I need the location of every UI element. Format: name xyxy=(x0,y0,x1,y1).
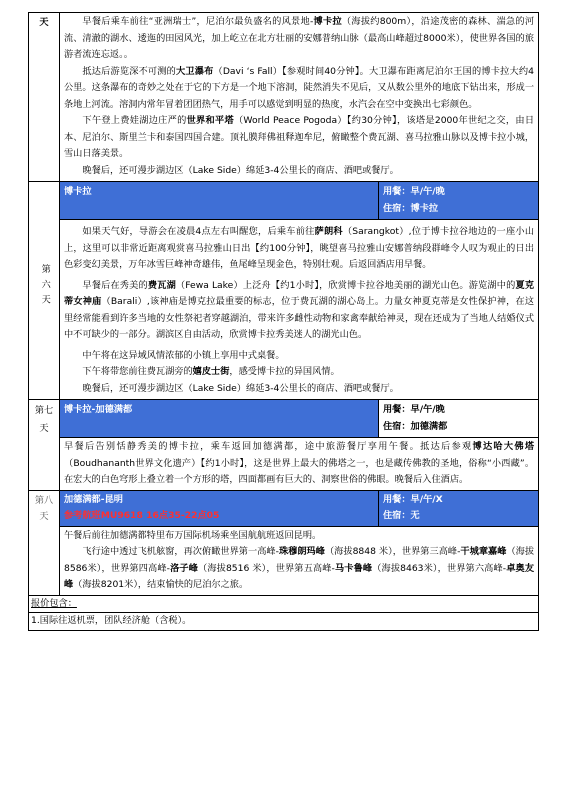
day5-paragraph-2: 抵达后游览深不可测的大卫瀑布（Davi ‘s Fall）【参观时间40分钟】。大卫瀑布距离尼泊尔王国的博卡拉大约4公里。这条瀑布的奇妙之处在于它的下方是一个地下溶洞，陡然消失不见后，又从数公里外的地底下钻出来，形成一条地上河流。溶洞内常年冒着团团热气，用手可以感觉到明显的热度，水汽会在空中变换出七彩颜色。 xyxy=(64,65,535,110)
day8-route: 加德满都-昆明 xyxy=(64,493,123,505)
day7-header-row xyxy=(29,400,539,438)
day5-label: 天 xyxy=(39,17,49,28)
day7-stay: 住宿：加德满都 xyxy=(383,420,448,432)
day8-route-cell xyxy=(60,490,379,526)
day8-header-row xyxy=(29,490,539,526)
day6-paragraph-2: 早餐后在秀美的费瓦湖（Fewa Lake）上泛舟【约1小时】，欣赏博卡拉谷地美丽的湖光山色。游览湖中的夏克蒂女神庙（Barali）,该神庙是博克拉最重要的标志，位于费瓦湖的湖心岛上。力量女神夏克蒂是女性保护神，在这里经常能看到许多当地的女性祭祀者穿越湖泊，带来许多雌性动物和家禽奉献给神灵，现在还成为了当地人结婚仪式中不可缺少的一部分。湖滨区自由活动，欣赏博卡拉秀美迷人的湖光山色。 xyxy=(64,279,535,340)
day6-label-cell xyxy=(29,182,60,400)
price-item-1: 1.国际往返机票，团队经济舱（含税）。 xyxy=(29,613,539,631)
day7-body-row xyxy=(29,438,539,491)
day6-stay: 住宿：博卡拉 xyxy=(383,202,439,214)
day8-flight: 参考航班MU9618 16点35-22点05 xyxy=(64,510,220,521)
day5-paragraph-3: 下午登上费娃湖边庄严的世界和平塔（World Peace Pogoda）【约30分钟】，该塔是2000年世纪之交，由日本、尼泊尔、斯里兰卡和泰国四国合建。顶礼膜拜佛祖释迦牟尼，俯瞰整个费瓦湖、喜马拉雅山脉以及博卡拉小城，雪山日落美景。 xyxy=(64,115,535,159)
day7-route: 博卡拉-加德满都 xyxy=(60,400,379,438)
itinerary-table xyxy=(28,12,539,631)
day6-paragraph-1: 如果天气好，导游会在凌晨4点左右叫醒您，后乘车前往萨朗科（Sarangkot）,位于博卡拉谷地边的一座小山上，这里可以非常近距离观赏喜马拉雅山日出【约100分钟】，眺望喜马拉雅山安娜普纳段群峰令人叹为观止的日出色彩变幻美景，万年冰雪巨峰神奇雄伟，鱼尾峰呈现金色，特别壮观。后返回酒店用早餐。 xyxy=(64,226,535,270)
day5-paragraph-4: 晚餐后，还可漫步湖边区（Lake Side）绵延3-4公里长的商店、酒吧或餐厅。 xyxy=(82,164,399,176)
price-title-row xyxy=(29,595,539,613)
day6-meals: 用餐：早/午/晚 xyxy=(383,186,445,197)
day6-paragraph-5: 晚餐后，还可漫步湖边区（Lake Side）绵延3-4公里长的商店、酒吧或餐厅。 xyxy=(82,382,399,394)
day6-paragraph-3: 中午将在这异域风情浓郁的小镇上享用中式桌餐。 xyxy=(82,349,285,361)
day6-route: 博卡拉 xyxy=(60,182,379,220)
day7-meals-stay xyxy=(379,400,539,438)
day5-label-cell xyxy=(29,13,60,182)
day7-label: 第七天 xyxy=(34,405,54,434)
day8-body-row xyxy=(29,526,539,595)
day8-paragraph-1: 午餐后前往加德满都特里布万国际机场乘坐国航航班返回昆明。 xyxy=(64,529,322,541)
day7-paragraph-1: 早餐后告别恬静秀美的博卡拉，乘车返回加德满都，途中旅游餐厅享用午餐。抵达后参观博达哈大佛塔（Boudhananth世界文化遗产）【约1小时】，这是世界上最大的佛塔之一，也是藏传佛教的圣地，俗称“小西藏”。在宏大的白色穹形上叠立着一个方形的塔，四面都画有巨大的、洞察世俗的佛眼。晚餐后入住酒店。 xyxy=(64,441,535,485)
day7-label-cell xyxy=(29,400,60,491)
day6-meals-stay xyxy=(379,182,539,220)
price-item-row xyxy=(29,613,539,631)
day6-content xyxy=(60,220,539,400)
day6-header-row xyxy=(29,182,539,220)
day8-meals: 用餐：早/午/X xyxy=(383,493,443,505)
day6-paragraph-4: 下午将带您前往费瓦湖旁的嬉皮士街，感受博卡拉的异国风情。 xyxy=(82,366,340,377)
day8-paragraph-2: 飞行途中透过飞机舷窗，再次俯瞰世界第一高峰-珠穆朗玛峰（海拔8848 米），世界第三高峰-干城章嘉峰（海拔8586米），世界第四高峰-洛子峰（海拔8516 米），世界第五高峰-马卡鲁峰（海拔8463米），世界第六高峰-卓奥友峰（海拔8201米），结束愉快的尼泊尔之旅。 xyxy=(64,546,535,590)
day6-body-row xyxy=(29,220,539,400)
day8-label-cell xyxy=(29,490,60,595)
day5-paragraph-1: 早餐后乘车前往“亚洲瑞士”，尼泊尔最负盛名的风景地-博卡拉（海拔约800m），沿途茂密的森林、湍急的河流、清澈的湖水、逶迤的田园风光，加上屹立在北方壮丽的安娜普纳山脉（最高山峰超过8000米），使世界各国的旅游者流连忘返。。 xyxy=(64,16,535,60)
day5-row xyxy=(29,13,539,182)
day7-content xyxy=(60,438,539,491)
day5-content xyxy=(60,13,539,182)
day6-label: 第六天 xyxy=(39,264,51,311)
price-title: 报价包含： xyxy=(29,595,539,613)
day8-label: 第八天 xyxy=(34,494,54,522)
day8-content xyxy=(60,526,539,595)
day7-meals: 用餐：早/午/晚 xyxy=(383,404,445,415)
day8-stay: 住宿：无 xyxy=(383,510,420,521)
day8-meals-stay xyxy=(379,490,539,526)
